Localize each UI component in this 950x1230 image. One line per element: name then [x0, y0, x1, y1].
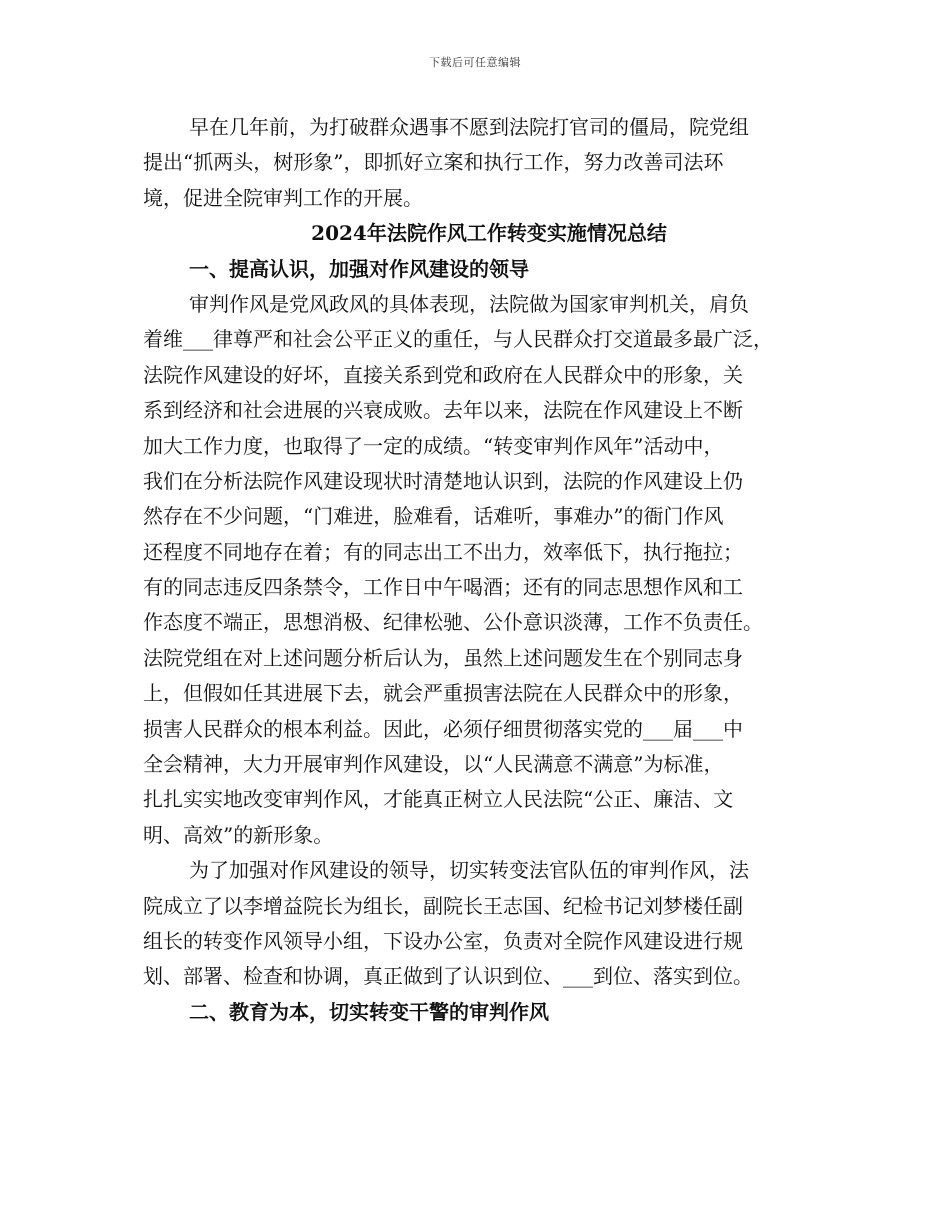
section-1-para-1-line: 上，但假如任其进展下去，就会严重损害法院在人民群众中的形象， — [143, 681, 743, 706]
section-1-para-1-line: 加大工作力度，也取得了一定的成绩。“转变审判作风年”活动中， — [143, 433, 724, 458]
document-title: 2024年法院作风工作转变实施情况总结 — [311, 221, 667, 246]
section-1-heading: 一、提高认识，加强对作风建设的领导 — [189, 256, 529, 281]
section-1-para-1-line: 扎扎实实地改变审判作风，才能真正树立人民法院“公正、廉洁、文 — [143, 787, 734, 812]
section-1-para-1-line: 法院作风建设的好坏，直接关系到党和政府在人民群众中的形象，关 — [143, 362, 743, 387]
document-body — [143, 110, 823, 1030]
section-1-para-1-line: 损害人民群众的根本利益。因此，必须仔细贯彻落实党的___届___中 — [143, 716, 743, 741]
section-1-para-1-line: 着维___律尊严和社会公平正义的重任，与人民群众打交道最多最广泛， — [143, 327, 773, 352]
section-1-para-1-line: 系到经济和社会进展的兴衰成败。去年以来，法院在作风建设上不断 — [143, 398, 743, 423]
section-1-para-2-line: 组长的转变作风领导小组，下设办公室，负责对全院作风建设进行规 — [143, 928, 743, 953]
section-1-para-1-line: 全会精神，大力开展审判作风建设，以“人民满意不满意”为标准， — [143, 752, 724, 777]
section-1-para-1-line: 我们在分析法院作风建设现状时清楚地认识到，法院的作风建设上仍 — [143, 468, 743, 493]
section-1-para-1-line: 作态度不端正，思想消极、纪律松驰、公仆意识淡薄，工作不负责任。 — [143, 610, 763, 635]
section-1-para-2-line: 为了加强对作风建设的领导，切实转变法官队伍的审判作风，法 — [189, 858, 749, 883]
intro-line: 境，促进全院审判工作的开展。 — [143, 185, 423, 210]
section-1-para-1-line: 审判作风是党风政风的具体表现，法院做为国家审判机关，肩负 — [189, 291, 749, 316]
page-header-note: 下载后可任意编辑 — [429, 56, 521, 69]
section-1-para-1-line: 还程度不同地存在着；有的同志出工不出力，效率低下，执行拖拉； — [143, 539, 743, 564]
section-1-para-1-line: 有的同志违反四条禁令，工作日中午喝酒；还有的同志思想作风和工 — [143, 575, 743, 600]
section-1-para-1-line: 明、高效”的新形象。 — [143, 822, 334, 847]
section-1-para-1-line: 然存在不少问题，“门难进，脸难看，话难听，事难办”的衙门作风 — [143, 504, 724, 529]
intro-line: 提出“抓两头，树形象”，即抓好立案和执行工作，努力改善司法环 — [143, 150, 724, 175]
section-2-heading: 二、教育为本，切实转变干警的审判作风 — [189, 999, 549, 1024]
intro-line: 早在几年前，为打破群众遇事不愿到法院打官司的僵局，院党组 — [189, 115, 749, 139]
section-1-para-1-line: 法院党组在对上述问题分析后认为，虽然上述问题发生在个别同志身 — [143, 645, 743, 670]
section-1-para-2-line: 划、部署、检查和协调，真正做到了认识到位、___到位、落实到位。 — [143, 964, 753, 989]
section-1-para-2-line: 院成立了以李增益院长为组长，副院长王志国、纪检书记刘梦楼任副 — [143, 893, 743, 918]
